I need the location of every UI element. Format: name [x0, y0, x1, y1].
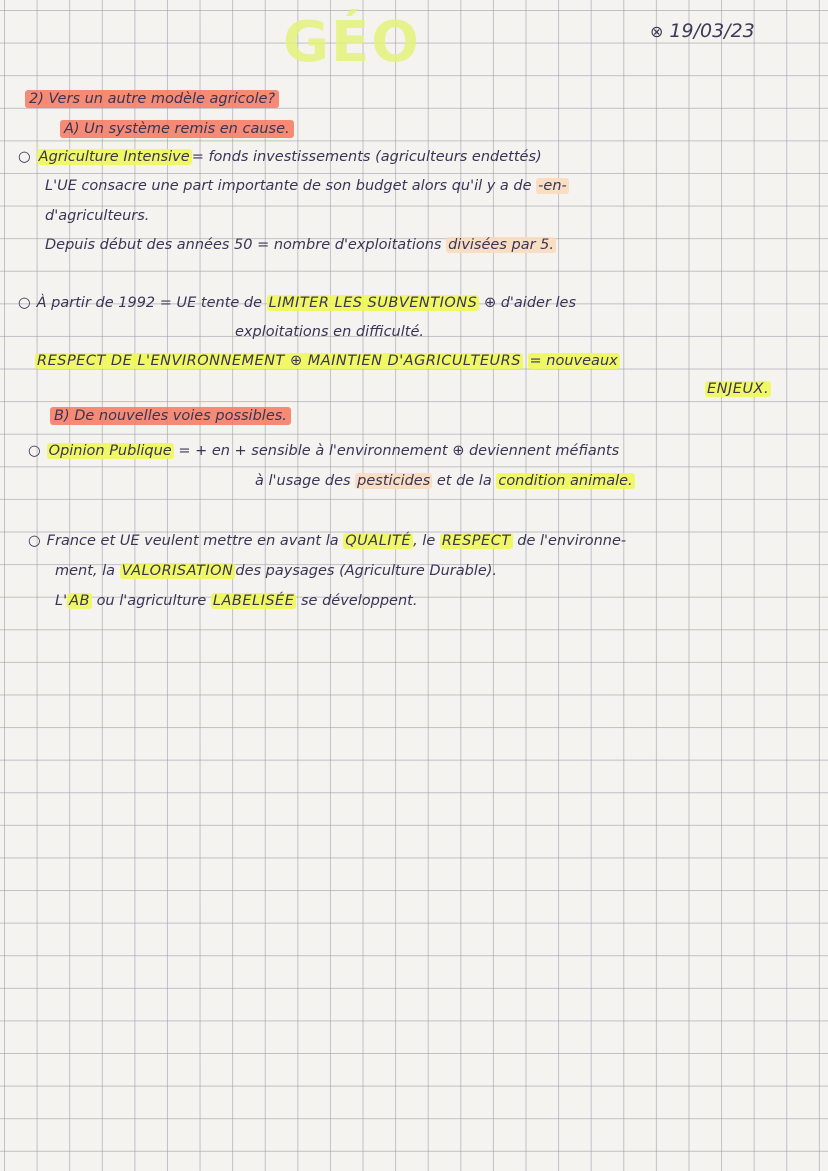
p1-highlight: -en- — [538, 178, 567, 194]
p2-highlight: RESPECT DE L'ENVIRONNEMENT ⊕ MAINTIEN D'AGRICULTEURS — [37, 353, 521, 369]
page-title: GÉO — [283, 10, 421, 75]
paragraph-2-line-2 — [235, 321, 424, 343]
p4-text: France et UE veulent mettre en avant la — [46, 533, 339, 549]
p2-highlight: = nouveaux — [529, 353, 618, 369]
p4-highlight: VALORISATION — [121, 563, 234, 579]
p2-text: ⊕ d'aider les — [483, 295, 577, 311]
section-2-heading — [25, 88, 279, 110]
p3-highlight: condition animale. — [498, 473, 633, 489]
section-b-heading — [50, 405, 291, 427]
paragraph-2-line-1 — [18, 292, 576, 314]
paragraph-3-line-1 — [28, 440, 619, 462]
paragraph-1-line-1 — [18, 146, 542, 168]
p4-highlight: AB — [69, 593, 90, 609]
section-2-label: 2) Vers un autre modèle agricole? — [25, 90, 279, 108]
date-line — [650, 20, 755, 42]
p3-text: à l'usage des — [255, 473, 351, 489]
p4-highlight: QUALITÉ — [345, 533, 412, 549]
p3-text: et de la — [436, 473, 492, 489]
term-agriculture-intensive: Agriculture Intensive — [38, 149, 190, 165]
paragraph-1-line-4 — [45, 234, 556, 256]
bullet-icon: ○ — [28, 533, 41, 549]
p4-text: , le — [413, 533, 436, 549]
p3-text: = + en + sensible à l'environnement ⊕ deviennent méfiants — [178, 443, 620, 459]
p1-text: Depuis début des années 50 = nombre d'exploitations — [45, 237, 442, 253]
section-a-heading — [60, 118, 294, 140]
paragraph-4-line-1 — [28, 530, 626, 552]
bullet-icon: ○ — [28, 443, 41, 459]
paragraph-1-line-2 — [45, 175, 569, 197]
date: 19/03/23 — [669, 20, 755, 42]
section-b-label: B) De nouvelles voies possibles. — [50, 407, 291, 425]
p4-text: se développent. — [301, 593, 418, 609]
paragraph-3-line-2 — [255, 470, 635, 492]
paragraph-2-line-4 — [705, 378, 771, 400]
clock-icon: ⊗ — [650, 22, 664, 41]
p4-text: ou l'agriculture — [96, 593, 207, 609]
bullet-icon: ○ — [18, 149, 31, 165]
p1-text: d'agriculteurs. — [45, 208, 150, 224]
p4-text: L' — [55, 593, 68, 609]
p4-text: ment, la — [55, 563, 116, 579]
p1-text: L'UE consacre une part importante de son budget alors qu'il y a de — [45, 178, 532, 194]
paragraph-4-line-3 — [55, 590, 417, 612]
paragraph-4-line-2 — [55, 560, 497, 582]
term-opinion-publique: Opinion Publique — [48, 443, 172, 459]
p2-text: À partir de 1992 = UE tente de — [36, 295, 263, 311]
p4-text: de l'environne- — [517, 533, 627, 549]
p2-text: exploitations en difficulté. — [235, 324, 424, 340]
p4-highlight: LABELISÉE — [212, 593, 295, 609]
bullet-icon: ○ — [18, 295, 31, 311]
p2-highlight: LIMITER LES SUBVENTIONS — [268, 295, 478, 311]
p1-highlight: divisées par 5. — [448, 237, 554, 253]
p4-highlight: RESPECT — [441, 533, 511, 549]
section-a-label: A) Un système remis en cause. — [60, 120, 294, 138]
p4-text: des paysages (Agriculture Durable). — [235, 563, 498, 579]
p2-highlight: ENJEUX. — [707, 381, 770, 397]
paragraph-2-line-3 — [35, 350, 620, 372]
p1-text: = fonds investissements (agriculteurs endettés) — [191, 149, 542, 165]
p3-highlight: pesticides — [357, 473, 431, 489]
paragraph-1-line-3 — [45, 205, 149, 227]
